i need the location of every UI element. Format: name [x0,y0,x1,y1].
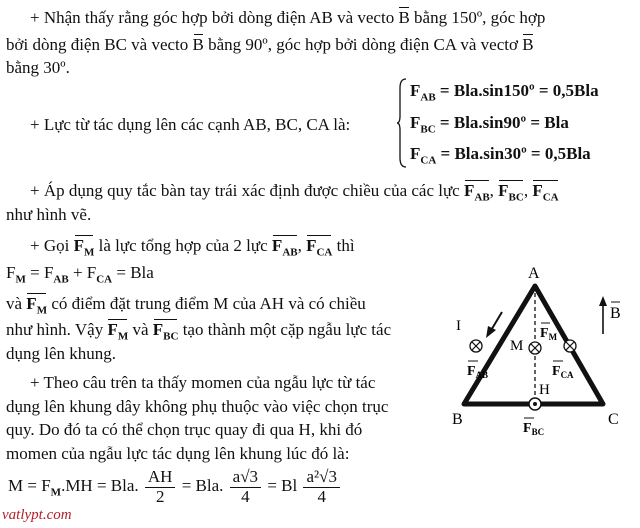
text: AB [53,273,69,286]
numerator: a√3 [230,468,261,488]
para5-line1 [30,373,375,393]
text: F [463,181,475,200]
text: = Bl [267,476,298,496]
text: = F [30,263,54,282]
para5-line3 [6,420,362,440]
label-a: A [528,265,540,282]
text: CA [316,246,333,259]
denominator: 2 [155,486,165,506]
label-c: C [608,411,619,428]
text: CA [542,191,559,204]
text: BC [420,123,436,136]
force-fm [26,294,47,318]
text: có điểm đặt trung điểm M của AH và có chiều [51,294,366,313]
text: F [532,181,543,200]
text: BC [163,330,179,343]
force-fbc [498,181,524,205]
text: = Bla.sin30º = 0,5Bla [440,144,591,163]
vector-b: B [398,8,410,27]
force-fca [532,181,558,205]
text: F [410,113,421,132]
numerator: a²√3 [303,468,339,488]
para4-line3 [6,294,366,318]
force-fab [272,236,298,260]
text: + Nhận thấy rằng góc hợp bởi dòng điện AB và vecto [30,8,395,27]
para4-line5 [6,344,116,364]
final-equation [8,468,342,506]
text: F [6,263,16,282]
text: M = F [8,476,51,496]
svg-text:FBC: $F_{BC}$ [523,421,545,437]
svg-text:FM: $F_M$ [540,326,558,342]
text: .MH = Bla. [61,476,139,496]
dot-circle-icon [529,398,541,410]
label-fca [552,361,574,380]
text: = Bla.sin90º = Bla [439,113,569,132]
force-fm [74,236,95,260]
numerator: AH [145,468,176,488]
label-fm [540,323,558,342]
para5-line4 [6,444,349,464]
text: = Bla.sin150º = 0,5Bla [439,81,599,100]
text: CA [420,154,437,167]
text: bằng 90º, góc hợp bởi dòng điện CA và vectơ [208,35,518,54]
text: + Lực từ tác dụng lên các cạnh AB, BC, CA là: [30,115,351,134]
text: M [83,246,95,259]
left-brace [397,78,407,168]
text: = Bla [116,263,154,282]
label-fab [467,361,488,380]
b-field-arrow [599,296,621,334]
force-fm [107,320,128,344]
watermark: vatlypt.com [2,507,72,523]
text: bằng 150º, góc hợp [414,8,546,27]
eq-fbc [410,113,569,137]
text: bằng 30º. [6,58,70,77]
svg-text:B: B [610,305,621,322]
text: quy. Do đó ta có thể chọn trục quay đi qua H, khi đó [6,420,363,439]
text: bởi dòng điện BC và vecto [6,35,189,54]
text: + F [72,263,97,282]
para2-text [30,115,350,135]
para5-line2 [6,397,388,417]
cross-circle-icon [470,340,482,352]
text: AB [420,91,436,104]
text: như hình. Vậy [6,320,104,339]
force-fab [464,181,490,205]
text: M [15,273,26,286]
eq-fab [410,81,599,105]
para4-line4 [6,320,391,344]
vector-b: B [192,35,204,54]
label-b: B [452,411,463,428]
text: F [498,181,509,200]
text: F [306,236,317,255]
label-i: I [456,318,461,334]
text: tạo thành một cặp ngẫu lực tác [182,320,392,339]
current-arrowhead [486,326,496,338]
text: F [271,236,283,255]
text: AB [474,191,490,204]
svg-text:FCA: $F_{CA}$ [552,364,574,380]
text: F [107,320,118,339]
text: dụng lên khung dây không phụ thuộc vào việc chọn trục [6,397,389,416]
text: là lực tổng hợp của 2 lực [98,236,268,255]
text: F [26,294,37,313]
text: momen của ngẫu lực tác dụng lên khung lúc đó là: [6,444,350,463]
text: BC [508,191,524,204]
text: + Gọi [30,236,70,255]
text: + Áp dụng quy tắc bàn tay trái xác định được chiều của các lực [30,181,460,200]
text: M [117,330,129,343]
text: AB [282,246,298,259]
text: như hình vẽ. [6,205,92,224]
fraction [303,468,339,506]
text: M [36,304,48,317]
label-fbc [523,418,544,437]
denominator: 4 [241,486,250,506]
fraction [145,468,176,506]
para1-line3 [6,58,70,78]
text: CA [96,273,113,286]
label-h: H [539,382,550,398]
text: F [410,81,421,100]
cross-circle-icon [564,340,576,352]
text: và [6,294,23,313]
para3-line1: + Áp dụng quy tắc bàn tay trái xác định được chiều của các lực $F_{AB}$, $F_{BC}$, $F_{CA}$ [30,181,559,204]
triangle-diagram [440,262,640,442]
para4-line1: + Gọi $F_M$ là lực tổng hợp của 2 lực $F_{AB}$, $F_{CA}$ thì [30,236,355,259]
text: + Theo câu trên ta thấy momen của ngẫu lực từ tác [30,373,376,392]
text: = Bla. [181,476,224,496]
para1-line1 [30,8,545,28]
denominator: 4 [317,486,326,506]
text: và [132,320,149,339]
text: thì [336,236,355,255]
force-fbc [153,320,179,344]
para1-line2 [6,35,534,55]
label-m: M [510,338,524,354]
eq-fca [410,144,591,168]
text: F [410,144,421,163]
para3-line2 [6,205,91,225]
text: F [152,320,164,339]
fraction [230,468,261,506]
para4-line2 [6,263,154,287]
svg-text:FAB: $F_{AB}$ [467,364,489,380]
text: dụng lên khung. [6,344,117,363]
cross-circle-icon [529,342,541,354]
text: F [73,236,84,255]
text: M [50,486,62,499]
vector-b: B [522,35,534,54]
force-fca [306,236,332,260]
